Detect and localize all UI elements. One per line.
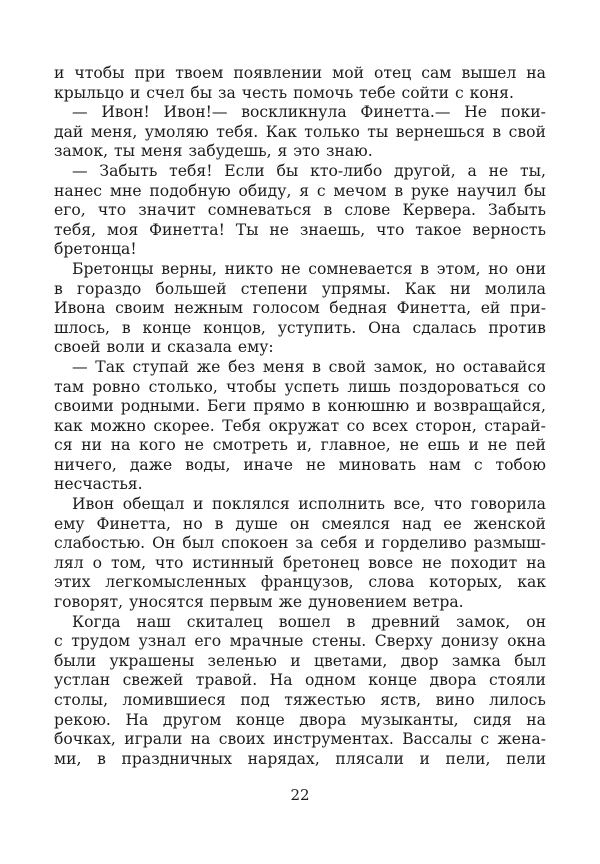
paragraph [54,495,546,613]
paragraph [54,613,546,770]
text-line: были украшены зеленью и цветами, двор замка был [54,651,546,670]
paragraph [54,358,546,495]
text-line: его, что значит сомневаться в слове Кервера. Забыть [54,201,546,220]
text-line: Ивона своим нежным голосом бедная Финетта, ей при- [54,299,546,318]
text-line: лял о том, что истинный бретонец вовсе не походит на [54,553,546,572]
text-line: бочках, играли на своих инструментах. Вассалы с жена- [54,730,546,749]
text-line: своими родными. Беги прямо в конюшню и возвращайся, [54,397,546,416]
text-line: Ивон обещал и поклялся исполнить все, что говорила [72,495,546,514]
paragraph [54,64,546,103]
text-line: и чтобы при твоем появлении мой отец сам вышел на [54,64,546,82]
text-line: замок, ты меня забудешь, я это знаю. [54,142,373,161]
paragraph [54,103,546,162]
text-line: своей воли и сказала ему: [54,338,274,357]
text-line: Бретонцы верны, никто не сомневается в этом, но они [72,259,546,278]
body-text [54,64,546,769]
text-line: слабостью. Он был спокоен за себя и горделиво размыш- [54,534,546,553]
text-line: рекою. На другом конце двора музыканты, сидя на [54,710,546,729]
text-line: как можно скорее. Тебя окружат со всех сторон, старай- [54,416,546,435]
text-line: нанес мне подобную обиду, я с мечом в руке научил бы [54,181,546,200]
text-line: несчастья. [54,475,143,494]
text-line: бретонца! [54,240,137,259]
text-line: Когда наш скиталец вошел в древний замок, он [72,612,546,631]
paragraph [54,260,546,358]
text-line: — Забыть тебя! Если бы кто-либо другой, а не ты, [72,161,546,180]
page-number: 22 [290,786,310,804]
text-line: ничего, даже воды, иначе не миновать нам с тобою [54,455,546,474]
text-line: тебя, моя Финетта! Ты не знаешь, что такое верность [54,220,546,239]
paragraph [54,162,546,260]
text-line: с трудом узнал его мрачные стены. Сверху донизу окна [54,632,546,651]
text-line: в гораздо большей степени упрямы. Как ни молила [54,279,546,298]
text-line: говорят, уносятся первым же дуновением ветра. [54,593,464,612]
text-line: крыльцо и счел бы за честь помочь тебе сойти с коня. [54,83,514,102]
text-line: этих легкомысленных французов, слова которых, как [54,573,546,592]
text-line: ему Финетта, но в душе он смеялся над ее женской [54,514,546,533]
text-line: ся ни на кого не смотреть и, главное, не ешь и не пей [54,436,546,455]
text-line: — Так ступай же без меня в свой замок, но оставайся [72,357,546,376]
text-line: шлось, в конце концов, уступить. Она сдалась против [54,318,546,337]
text-line: ми, в праздничных нарядах, плясали и пели, пели [54,749,546,768]
text-line: устлан свежей травой. На одном конце двора стояли [54,671,546,690]
text-line: — Ивон! Ивон!— воскликнула Финетта.— Не поки- [72,103,546,122]
text-line: там ровно столько, чтобы успеть лишь поздороваться со [54,377,546,396]
text-line: столы, ломившиеся под тяжестью яств, вино лилось [54,691,546,709]
text-line: дай меня, умоляю тебя. Как только ты вернешься в свой [54,122,546,141]
